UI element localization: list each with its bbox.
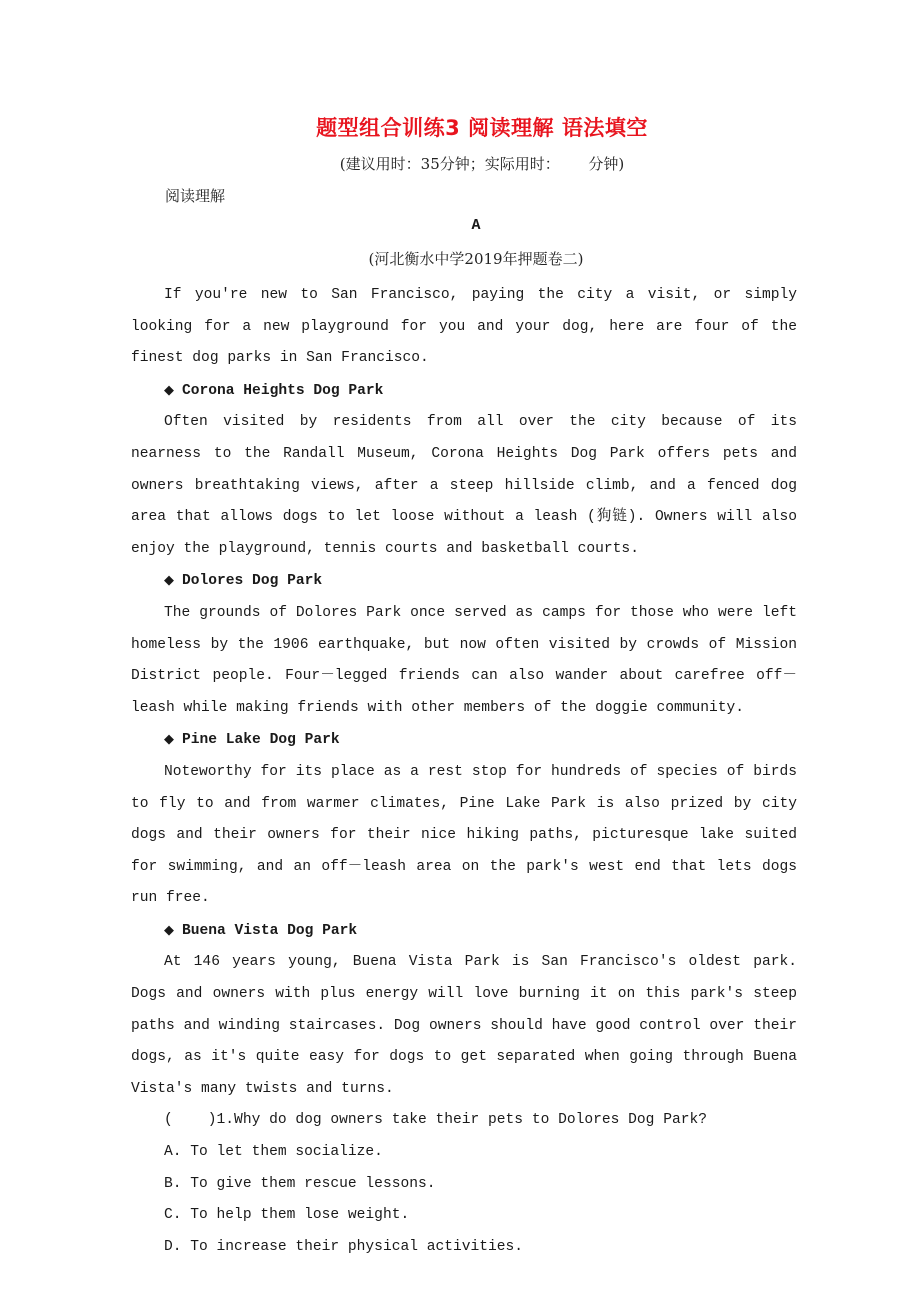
park-heading	[131, 915, 797, 948]
time-note: (建议用时：35分钟；实际用时： 分钟)	[339, 155, 625, 173]
passage-body	[131, 280, 797, 1263]
park-paragraph: At 146 years young, Buena Vista Park is San Francisco's oldest park. Dogs and owners with plus energy will love burning it on this park's steep paths and winding staircases. Dog owners should have good control over their dogs, as it's quite easy for dogs to get separated when going through Buena Vista's many twists and turns.	[131, 954, 797, 1097]
park-paragraph: The grounds of Dolores Park once served as camps for those who were left homeless by the 1906 earthquake, but now often visited by crowds of Mission District people. Four－legged friends can also wander about carefree off－leash while making friends with other members of the doggie community.	[131, 604, 797, 716]
diamond-bullet-icon: ◆	[164, 382, 174, 398]
option-d: D. To increase their physical activities.	[164, 1238, 524, 1255]
answer-blank[interactable]: ( )	[164, 1112, 217, 1129]
diamond-bullet-icon: ◆	[164, 732, 174, 748]
option-a: A. To let them socialize.	[164, 1144, 383, 1161]
question-1	[131, 1105, 797, 1137]
passage-source: (河北衡水中学2019年押题卷二)	[368, 250, 584, 268]
park-paragraph: Noteworthy for its place as a rest stop for hundreds of species of birds to fly to and from warmer climates, Pine Lake Park is also prized by city dogs and their owners for their nice hiking paths, picturesque lake suited for swimming, and an off－leash area on the park's west end that lets dogs run free.	[131, 763, 797, 907]
option-c: C. To help them lose weight.	[164, 1207, 410, 1224]
park-paragraph: Often visited by residents from all over the city because of its nearness to the Randall Museum, Corona Heights Dog Park offers pets and owners breathtaking views, after a steep hillside climb, and a fenced dog area that allows dogs to let loose without a leash (狗链). Owners will also enjoy the playground, tennis courts and basketball courts.	[131, 414, 797, 557]
park-heading	[131, 724, 797, 757]
option-b: B. To give them rescue lessons.	[164, 1175, 436, 1192]
diamond-bullet-icon: ◆	[164, 922, 174, 938]
park-heading-text: Buena Vista Dog Park	[182, 922, 358, 939]
park-heading	[131, 565, 797, 598]
park-heading-text: Pine Lake Dog Park	[182, 732, 340, 749]
passage-letter: A	[471, 217, 481, 234]
park-heading	[131, 375, 797, 408]
park-heading-text: Corona Heights Dog Park	[182, 382, 384, 399]
section-label: 阅读理解	[165, 187, 226, 205]
question-text: 1.Why do dog owners take their pets to Dolores Dog Park?	[216, 1112, 707, 1129]
park-heading-text: Dolores Dog Park	[182, 573, 323, 590]
diamond-bullet-icon: ◆	[164, 573, 174, 589]
intro-paragraph: If you're new to San Francisco, paying the city a visit, or simply looking for a new playground for you and your dog, here are four of the finest dog parks in San Francisco.	[131, 287, 797, 367]
page-title: 题型组合训练3 阅读理解 语法填空	[316, 116, 648, 140]
